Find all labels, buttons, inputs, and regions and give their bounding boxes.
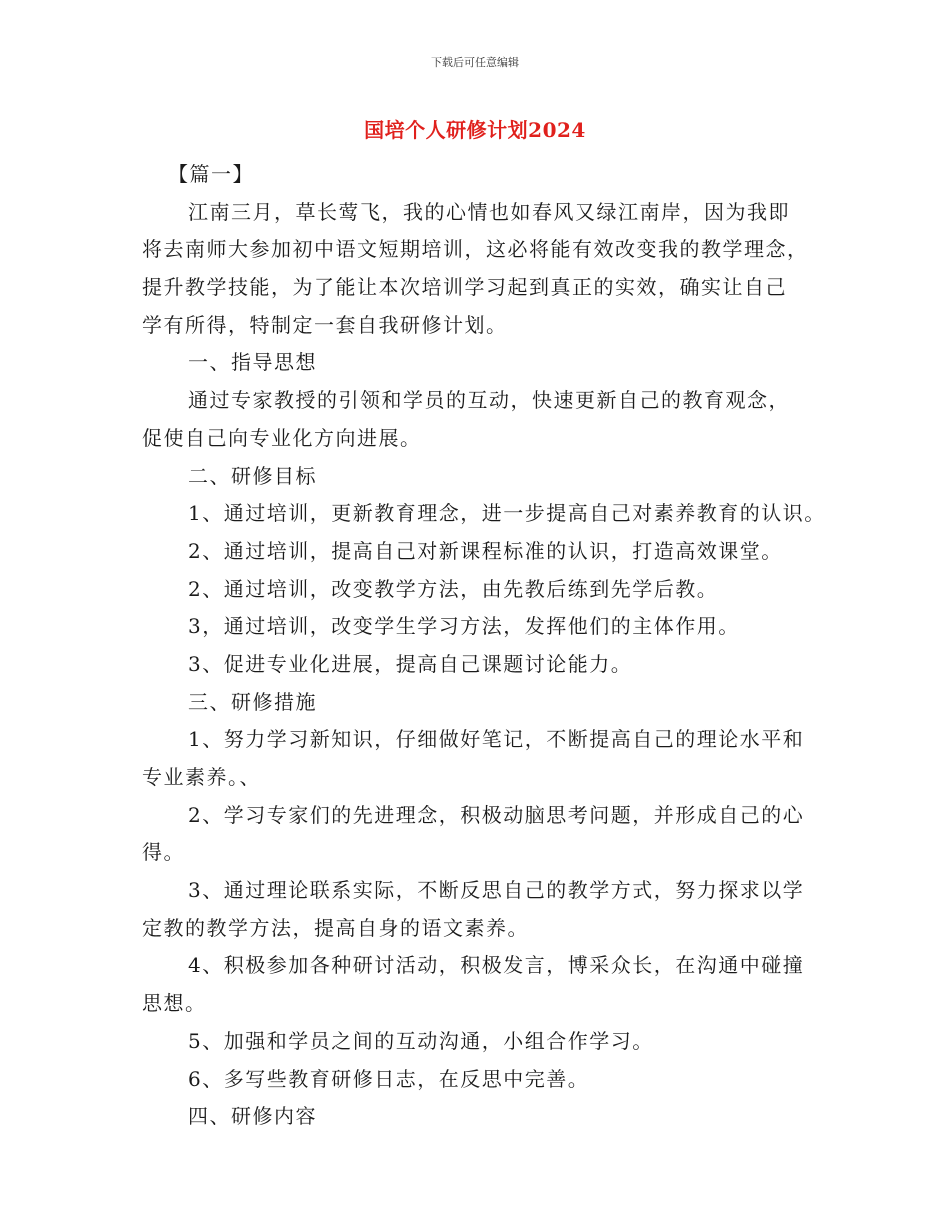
text-line: 4、积极参加各种研讨活动，积极发言，博采众长，在沟通中碰撞 <box>188 953 805 978</box>
document-body <box>142 156 832 1136</box>
text-line: 学有所得，特制定一套自我研修计划。 <box>142 312 508 337</box>
text-line: 1、努力学习新知识，仔细做好笔记，不断提高自己的理论水平和 <box>188 727 805 752</box>
text-line: 四、研修内容 <box>188 1104 317 1129</box>
text-line: 2、学习专家们的先进理念，积极动脑思考问题，并形成自己的心 <box>188 802 805 827</box>
text-line: 三、研修措施 <box>188 689 317 714</box>
text-line: 2、通过培训，改变教学方法，由先教后练到先学后教。 <box>188 576 719 601</box>
text-line: 5、加强和学员之间的互动沟通，小组合作学习。 <box>188 1028 654 1053</box>
text-line: 定教的教学方法，提高自身的语文素养。 <box>142 915 529 940</box>
text-line: 将去南师大参加初中语文短期培训，这必将能有效改变我的教学理念， <box>142 237 809 262</box>
text-line: 江南三月，草长莺飞，我的心情也如春风又绿江南岸，因为我即 <box>188 199 790 224</box>
text-line: 6、多写些教育研修日志，在反思中完善。 <box>188 1066 590 1091</box>
text-line: 通过专家教授的引领和学员的互动，快速更新自己的教育观念， <box>188 388 790 413</box>
section-label: 【篇一】 <box>168 162 254 186</box>
text-line: 2、通过培训，提高自己对新课程标准的认识，打造高效课堂。 <box>188 538 783 563</box>
text-line: 3，通过培训，改变学生学习方法，发挥他们的主体作用。 <box>188 614 740 639</box>
text-line: 1、通过培训，更新教育理念，进一步提高自己对素养教育的认识。 <box>188 501 826 526</box>
text-line: 提升教学技能，为了能让本次培训学习起到真正的实效，确实让自己 <box>142 275 787 300</box>
header-note: 下载后可任意编辑 <box>431 56 519 69</box>
text-line: 3、促进专业化进展，提高自己课题讨论能力。 <box>188 651 633 676</box>
text-line: 得。 <box>142 840 185 865</box>
paragraph-lines <box>142 194 832 1136</box>
text-line: 二、研修目标 <box>188 463 317 488</box>
text-line: 思想。 <box>142 991 207 1016</box>
text-line: 促使自己向专业化方向进展。 <box>142 425 422 450</box>
text-line: 一、指导思想 <box>188 350 317 375</box>
text-line: 专业素养。、 <box>142 765 261 789</box>
text-line: 3、通过理论联系实际，不断反思自己的教学方式，努力探求以学 <box>188 878 805 903</box>
document-title: 国培个人研修计划2024 <box>364 118 586 142</box>
